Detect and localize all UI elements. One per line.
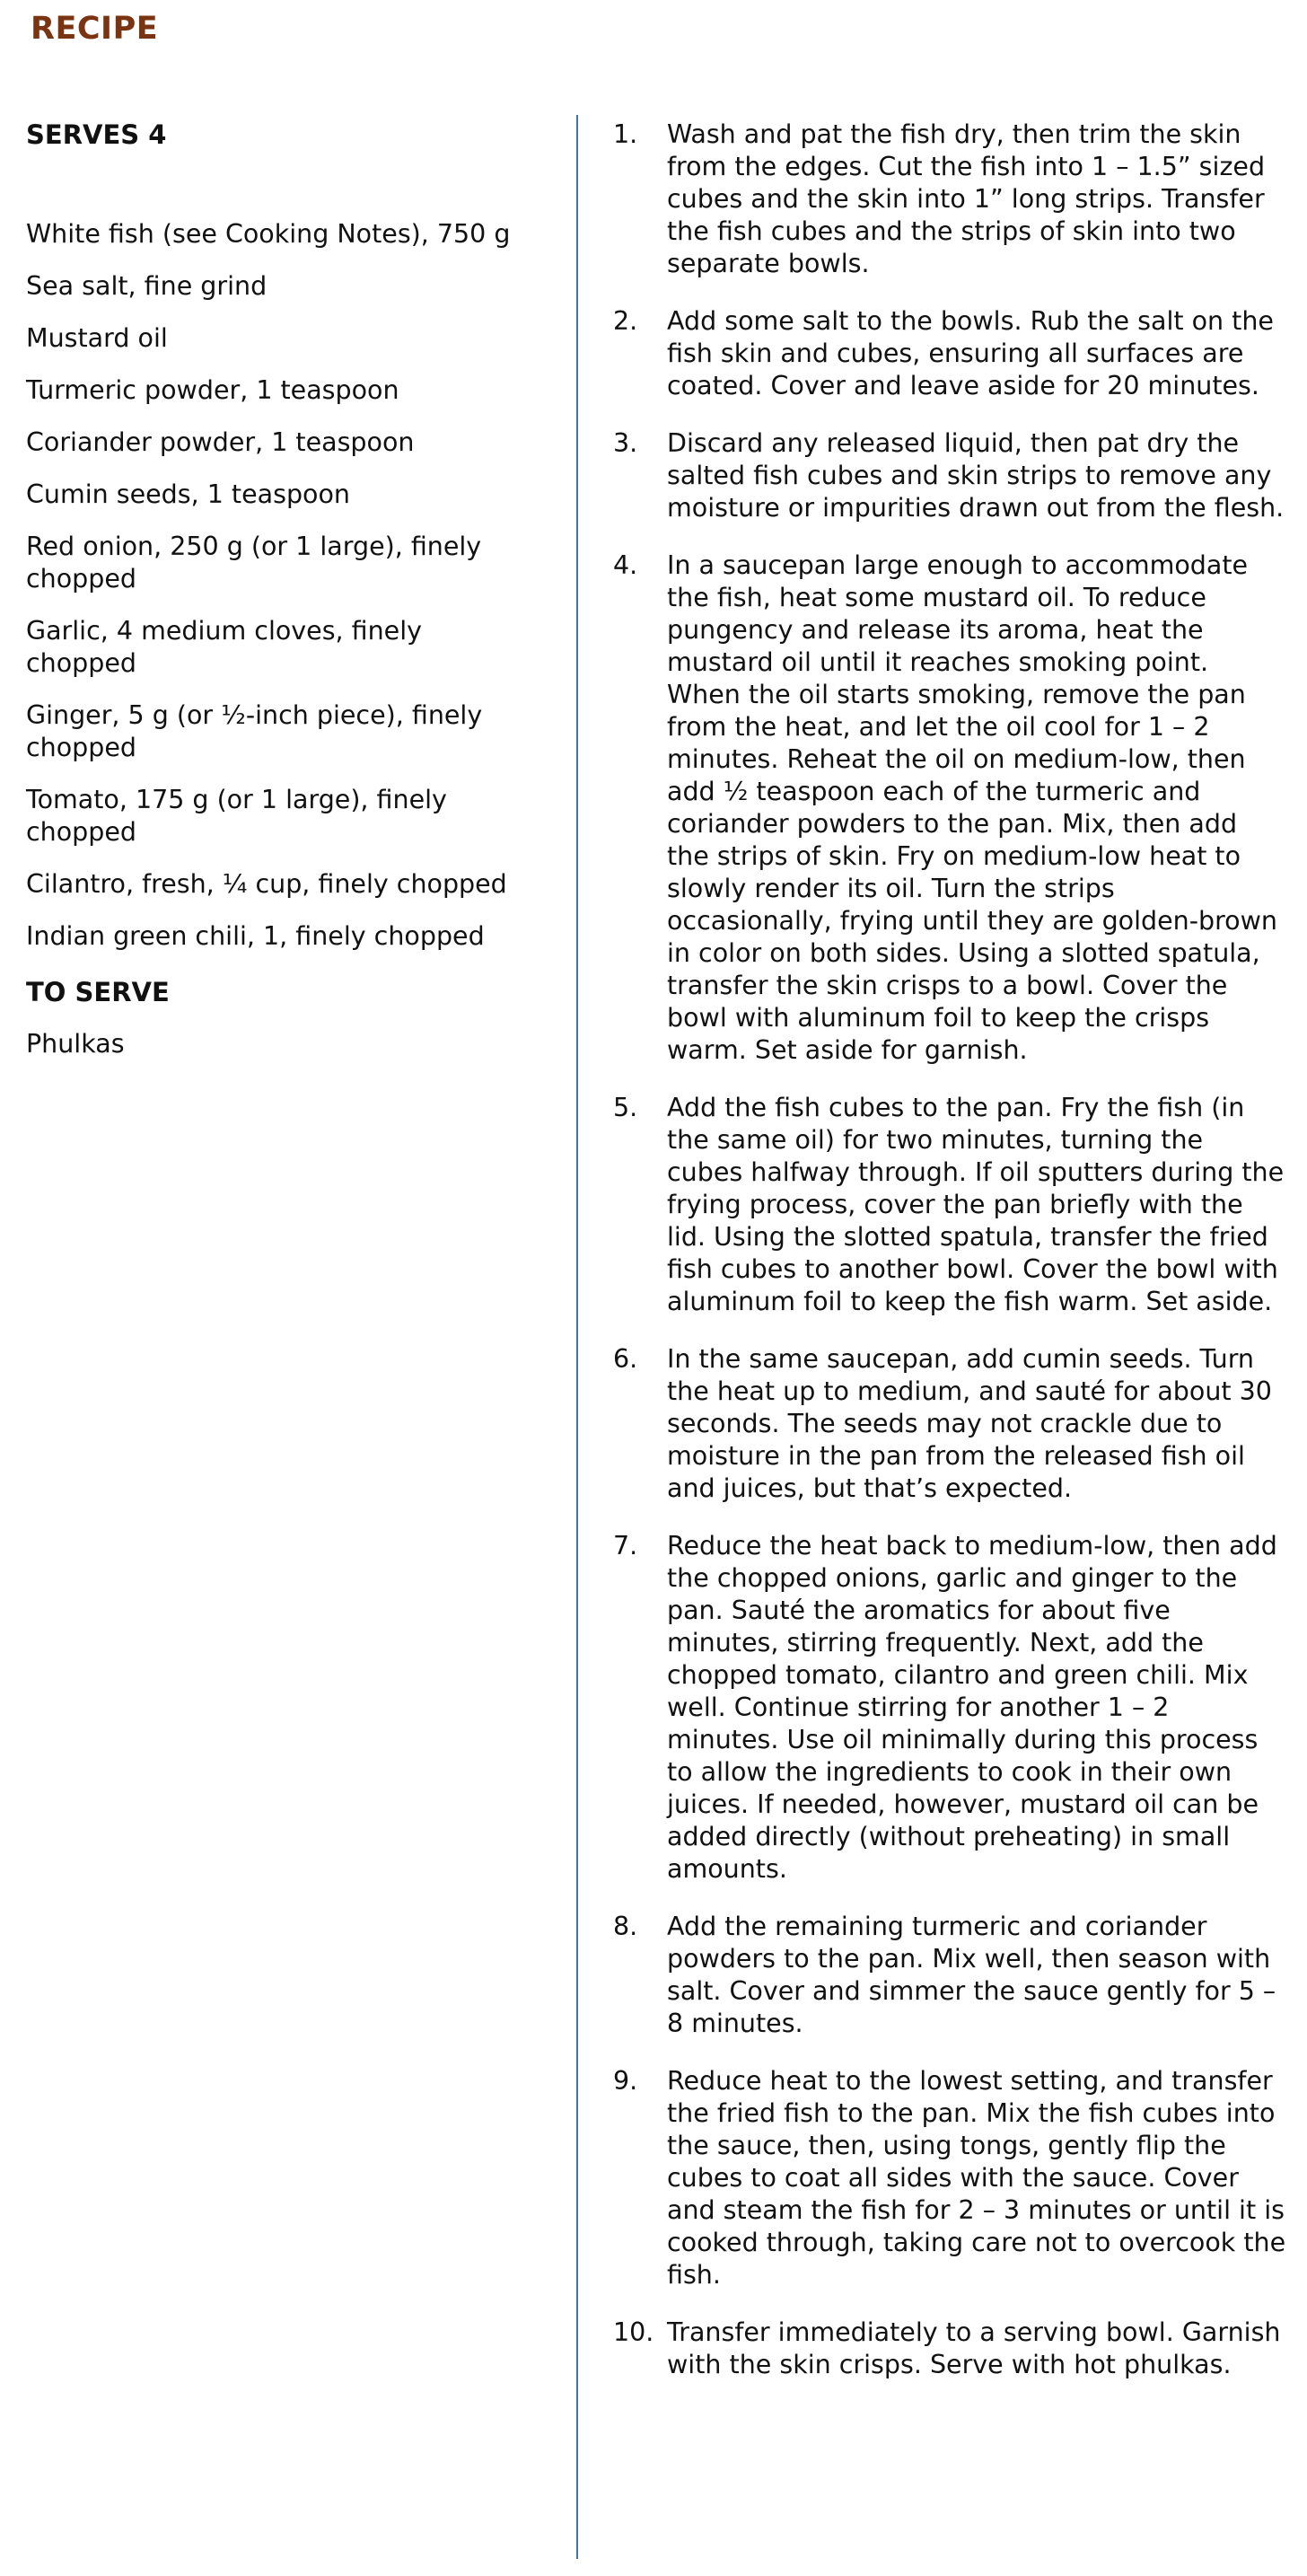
step-item <box>613 1092 1286 1318</box>
step-number: 4. <box>613 550 638 580</box>
ingredient-item: Sea salt, fine grind <box>26 271 268 301</box>
ingredient-item: Indian green chili, 1, finely chopped <box>26 921 485 951</box>
step-number: 5. <box>613 1093 638 1122</box>
step-item <box>613 427 1286 524</box>
step-text: In the same saucepan, add cumin seeds. Turn the heat up to medium, and sauté for about 30 seconds. The seeds may not crackle due to moisture in the pan from the released fish oil and juices, but that’s expected. <box>667 1344 1272 1503</box>
ingredient-item: Cilantro, fresh, ¼ cup, finely chopped <box>26 869 507 899</box>
ingredient-list <box>26 218 538 953</box>
step-item <box>613 305 1286 402</box>
step-text: Add some salt to the bowls. Rub the salt on the fish skin and cubes, ensuring all surfaces are coated. Cover and leave aside for 20 minutes. <box>667 306 1274 400</box>
step-item <box>613 1530 1286 1886</box>
ingredient-item: Coriander powder, 1 teaspoon <box>26 427 415 457</box>
step-text: Reduce the heat back to medium-low, then add the chopped onions, garlic and ginger to the pan. Sauté the aromatics for about five minutes, stirring frequently. Next, add the chopped tomato, cilantro and green chili. Mix well. Continue stirring for another 1 – 2 minutes. Use oil minimally during this process to allow the ingredients to cook in their own juices. If needed, however, mustard oil can be added directly (without preheating) in small amounts. <box>667 1531 1277 1884</box>
step-text: Add the remaining turmeric and coriander powders to the pan. Mix well, then season with salt. Cover and simmer the sauce gently for 5 – 8 minutes. <box>667 1912 1276 2038</box>
to-serve-list <box>26 1028 538 1060</box>
ingredient-item: Ginger, 5 g (or ½-inch piece), finely chopped <box>26 700 483 762</box>
to-serve-heading: TO SERVE <box>26 977 170 1007</box>
step-number: 2. <box>613 306 638 336</box>
serves-heading: SERVES 4 <box>26 119 167 150</box>
step-text: Wash and pat the fish dry, then trim the skin from the edges. Cut the fish into 1 – 1.5” sized cubes and the skin into 1” long strips. Transfer the fish cubes and the strips of skin into two separate bowls. <box>667 119 1266 278</box>
step-item <box>613 2065 1286 2291</box>
ingredient-item: Garlic, 4 medium cloves, finely chopped <box>26 616 422 678</box>
ingredient-item: Red onion, 250 g (or 1 large), finely chopped <box>26 532 482 593</box>
step-text: Reduce heat to the lowest setting, and transfer the fried fish to the pan. Mix the fish cubes into the sauce, then, using tongs, gently flip the cubes to coat all sides with the sauce. Cover and steam the fish for 2 – 3 minutes or until it is cooked through, taking care not to overcook the fish. <box>667 2066 1286 2290</box>
step-number: 10. <box>613 2317 654 2347</box>
step-number: 1. <box>613 119 638 149</box>
ingredients-column <box>26 119 538 1080</box>
ingredient-item: Tomato, 175 g (or 1 large), finely chopped <box>26 785 447 847</box>
page-title: RECIPE <box>31 11 159 47</box>
step-item <box>613 1343 1286 1505</box>
method-column <box>613 119 1286 2406</box>
step-number: 7. <box>613 1531 638 1561</box>
step-item <box>613 1911 1286 2040</box>
step-text: Transfer immediately to a serving bowl. Garnish with the skin crisps. Serve with hot phulkas. <box>667 2317 1281 2379</box>
step-text: Discard any released liquid, then pat dry the salted fish cubes and skin strips to remove any moisture or impurities drawn out from the flesh. <box>667 428 1285 523</box>
step-item <box>613 2317 1286 2381</box>
step-text: In a saucepan large enough to accommodate the fish, heat some mustard oil. To reduce pungency and release its aroma, heat the mustard oil until it reaches smoking point. When the oil starts smoking, remove the pan from the heat, and let the oil cool for 1 – 2 minutes. Reheat the oil on medium-low, then add ½ teaspoon each of the turmeric and coriander powders to the pan. Mix, then add the strips of skin. Fry on medium-low heat to slowly render its oil. Turn the strips occasionally, frying until they are golden-brown in color on both sides. Using a slotted spatula, transfer the skin crisps to a bowl. Cover the bowl with aluminum foil to keep the crisps warm. Set aside for garnish. <box>667 550 1277 1065</box>
step-item <box>613 119 1286 280</box>
method-steps <box>613 119 1286 2381</box>
column-divider <box>576 115 578 2559</box>
step-number: 3. <box>613 428 638 458</box>
to-serve-item: Phulkas <box>26 1029 125 1059</box>
step-number: 9. <box>613 2066 638 2096</box>
ingredient-item: Turmeric powder, 1 teaspoon <box>26 375 399 405</box>
ingredient-item: White fish (see Cooking Notes), 750 g <box>26 219 511 249</box>
step-item <box>613 549 1286 1067</box>
step-text: Add the fish cubes to the pan. Fry the fish (in the same oil) for two minutes, turning the cubes halfway through. If oil sputters during the frying process, cover the pan briefly with the lid. Using the slotted spatula, transfer the fried fish cubes to another bowl. Cover the bowl with aluminum foil to keep the fish warm. Set aside. <box>667 1093 1285 1316</box>
ingredient-item: Mustard oil <box>26 323 168 353</box>
step-number: 8. <box>613 1912 638 1941</box>
step-number: 6. <box>613 1344 638 1374</box>
ingredient-item: Cumin seeds, 1 teaspoon <box>26 479 350 509</box>
